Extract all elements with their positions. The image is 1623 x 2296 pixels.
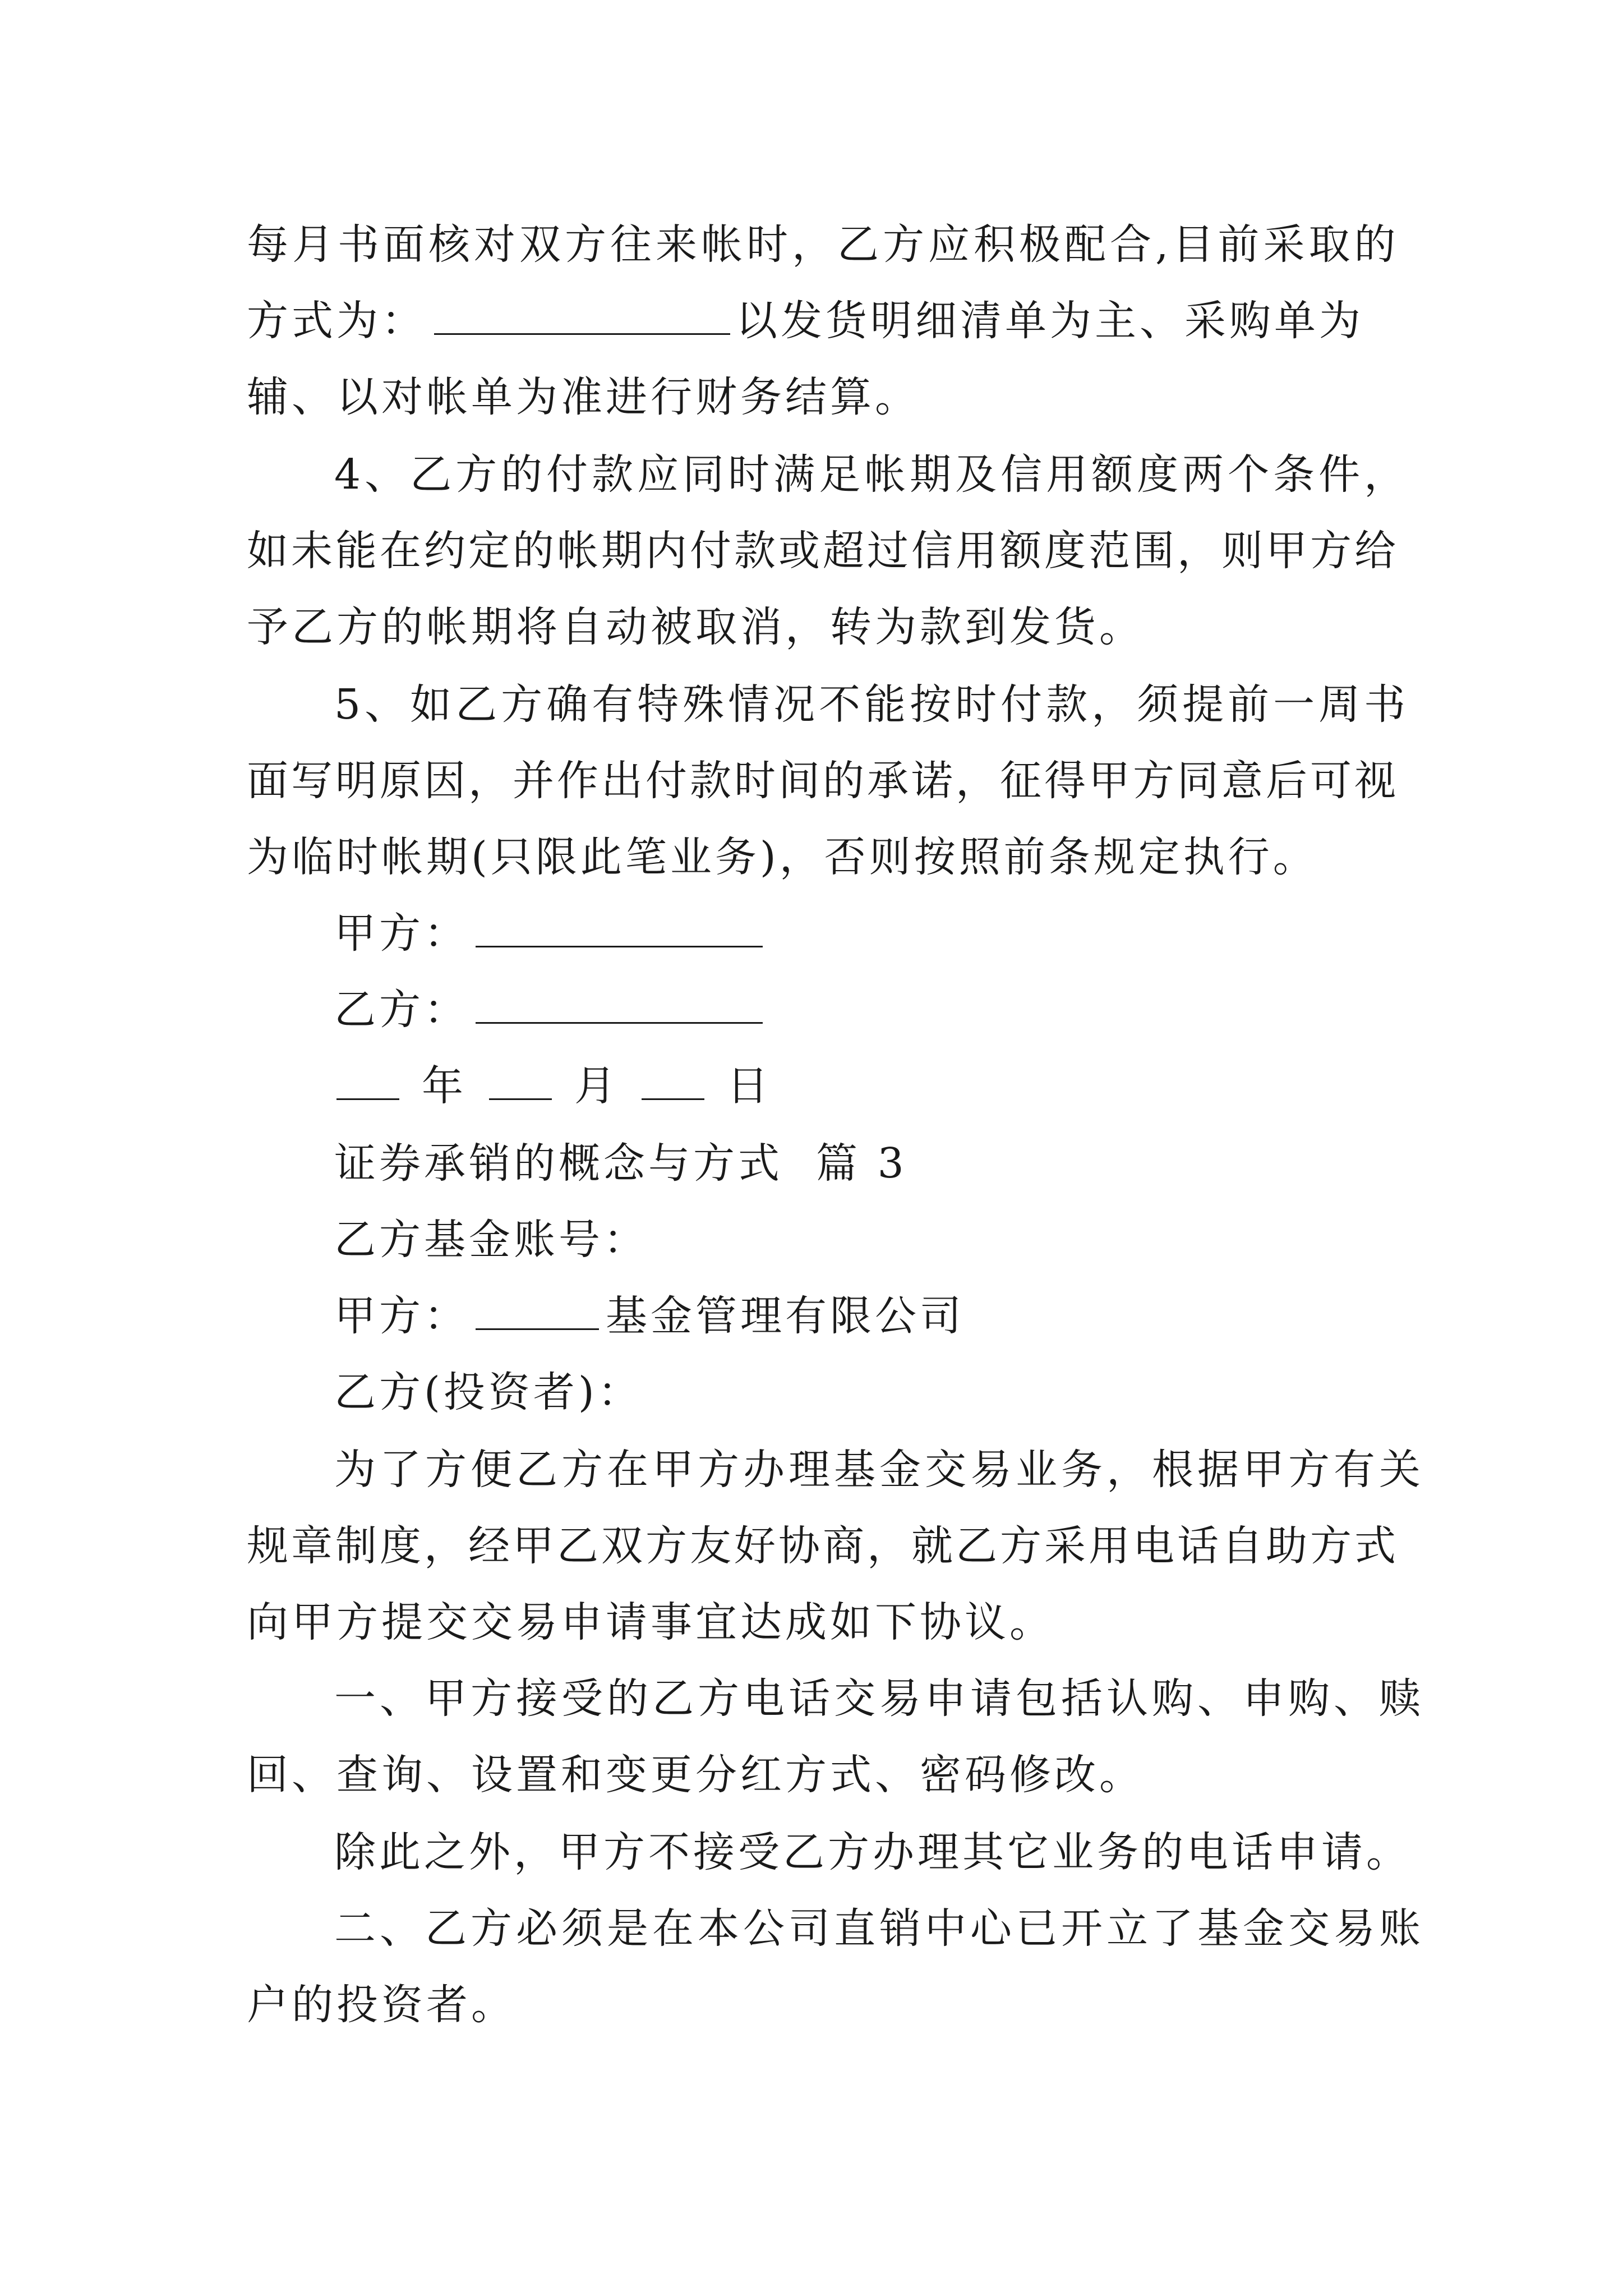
agreement-intro-line-3: 向甲方提交交易申请事宜达成如下协议。 [247, 1598, 1054, 1646]
article1-line-1: 一、甲方接受的乙方电话交易申请包括认购、申购、赎 [334, 1674, 1424, 1723]
party-a-company-prefix: 甲方： [334, 1292, 469, 1340]
party-b-signature-row [334, 982, 763, 1038]
clause5-line-3: 为临时帐期(只限此笔业务)，否则按照前条规定执行。 [247, 833, 1318, 881]
article1-line-2: 回、查询、设置和变更分红方式、密码修改。 [247, 1751, 1144, 1799]
party-a-company-row [334, 1288, 965, 1344]
party-a-signature-row [334, 905, 763, 961]
date-row [336, 1058, 772, 1114]
account-label: 乙方基金账号： [334, 1216, 648, 1264]
year-blank [336, 1064, 399, 1100]
clause4-line-1: 4、乙方的付款应同时满足帐期及信用额度两个条件， [334, 450, 1410, 499]
section-title: 证券承销的概念与方式 篇 3 [334, 1139, 907, 1188]
clause4-line-2: 如未能在约定的帐期内付款或超过信用额度范围，则甲方给 [247, 527, 1399, 575]
agreement-intro-line-1: 为了方便乙方在甲方办理基金交易业务，根据甲方有关 [334, 1446, 1424, 1494]
party-a-company-suffix: 基金管理有限公司 [606, 1292, 965, 1340]
intro-line-1: 每月书面核对双方往来帐时，乙方应积极配合,目前采取的 [247, 220, 1400, 269]
year-label: 年 [422, 1062, 467, 1110]
intro-line-2-prefix: 方式为： [247, 297, 426, 345]
month-blank [489, 1064, 552, 1100]
party-b-label: 乙方： [334, 986, 469, 1034]
article2-line-2: 户的投资者。 [247, 1981, 516, 2029]
intro-line-2-suffix: 以发货明细清单为主、采购单为 [736, 297, 1364, 345]
clause5-line-2: 面写明原因，并作出付款时间的承诺，征得甲方同意后可视 [247, 757, 1399, 805]
party-a-label: 甲方： [334, 909, 469, 958]
party-b-blank [476, 987, 763, 1024]
fund-company-name-blank [476, 1294, 599, 1330]
payment-method-blank [434, 298, 730, 335]
intro-line-3: 辅、以对帐单为准进行财务结算。 [247, 373, 920, 421]
month-label: 月 [574, 1062, 619, 1110]
intro-line-2 [247, 293, 1364, 349]
article2-line-1: 二、乙方必须是在本公司直销中心已开立了基金交易账 [334, 1904, 1424, 1953]
clause5-line-1: 5、如乙方确有特殊情况不能按时付款，须提前一周书 [334, 680, 1410, 729]
agreement-intro-line-2: 规章制度，经甲乙双方友好协商，就乙方采用电话自助方式 [247, 1522, 1399, 1570]
article1-extra: 除此之外，甲方不接受乙方办理其它业务的电话申请。 [334, 1828, 1411, 1876]
party-b-investor: 乙方(投资者)： [334, 1368, 643, 1416]
clause4-line-3: 予乙方的帐期将自动被取消，转为款到发货。 [247, 603, 1144, 651]
day-label: 日 [727, 1062, 772, 1110]
party-a-blank [476, 911, 763, 947]
day-blank [642, 1064, 704, 1100]
